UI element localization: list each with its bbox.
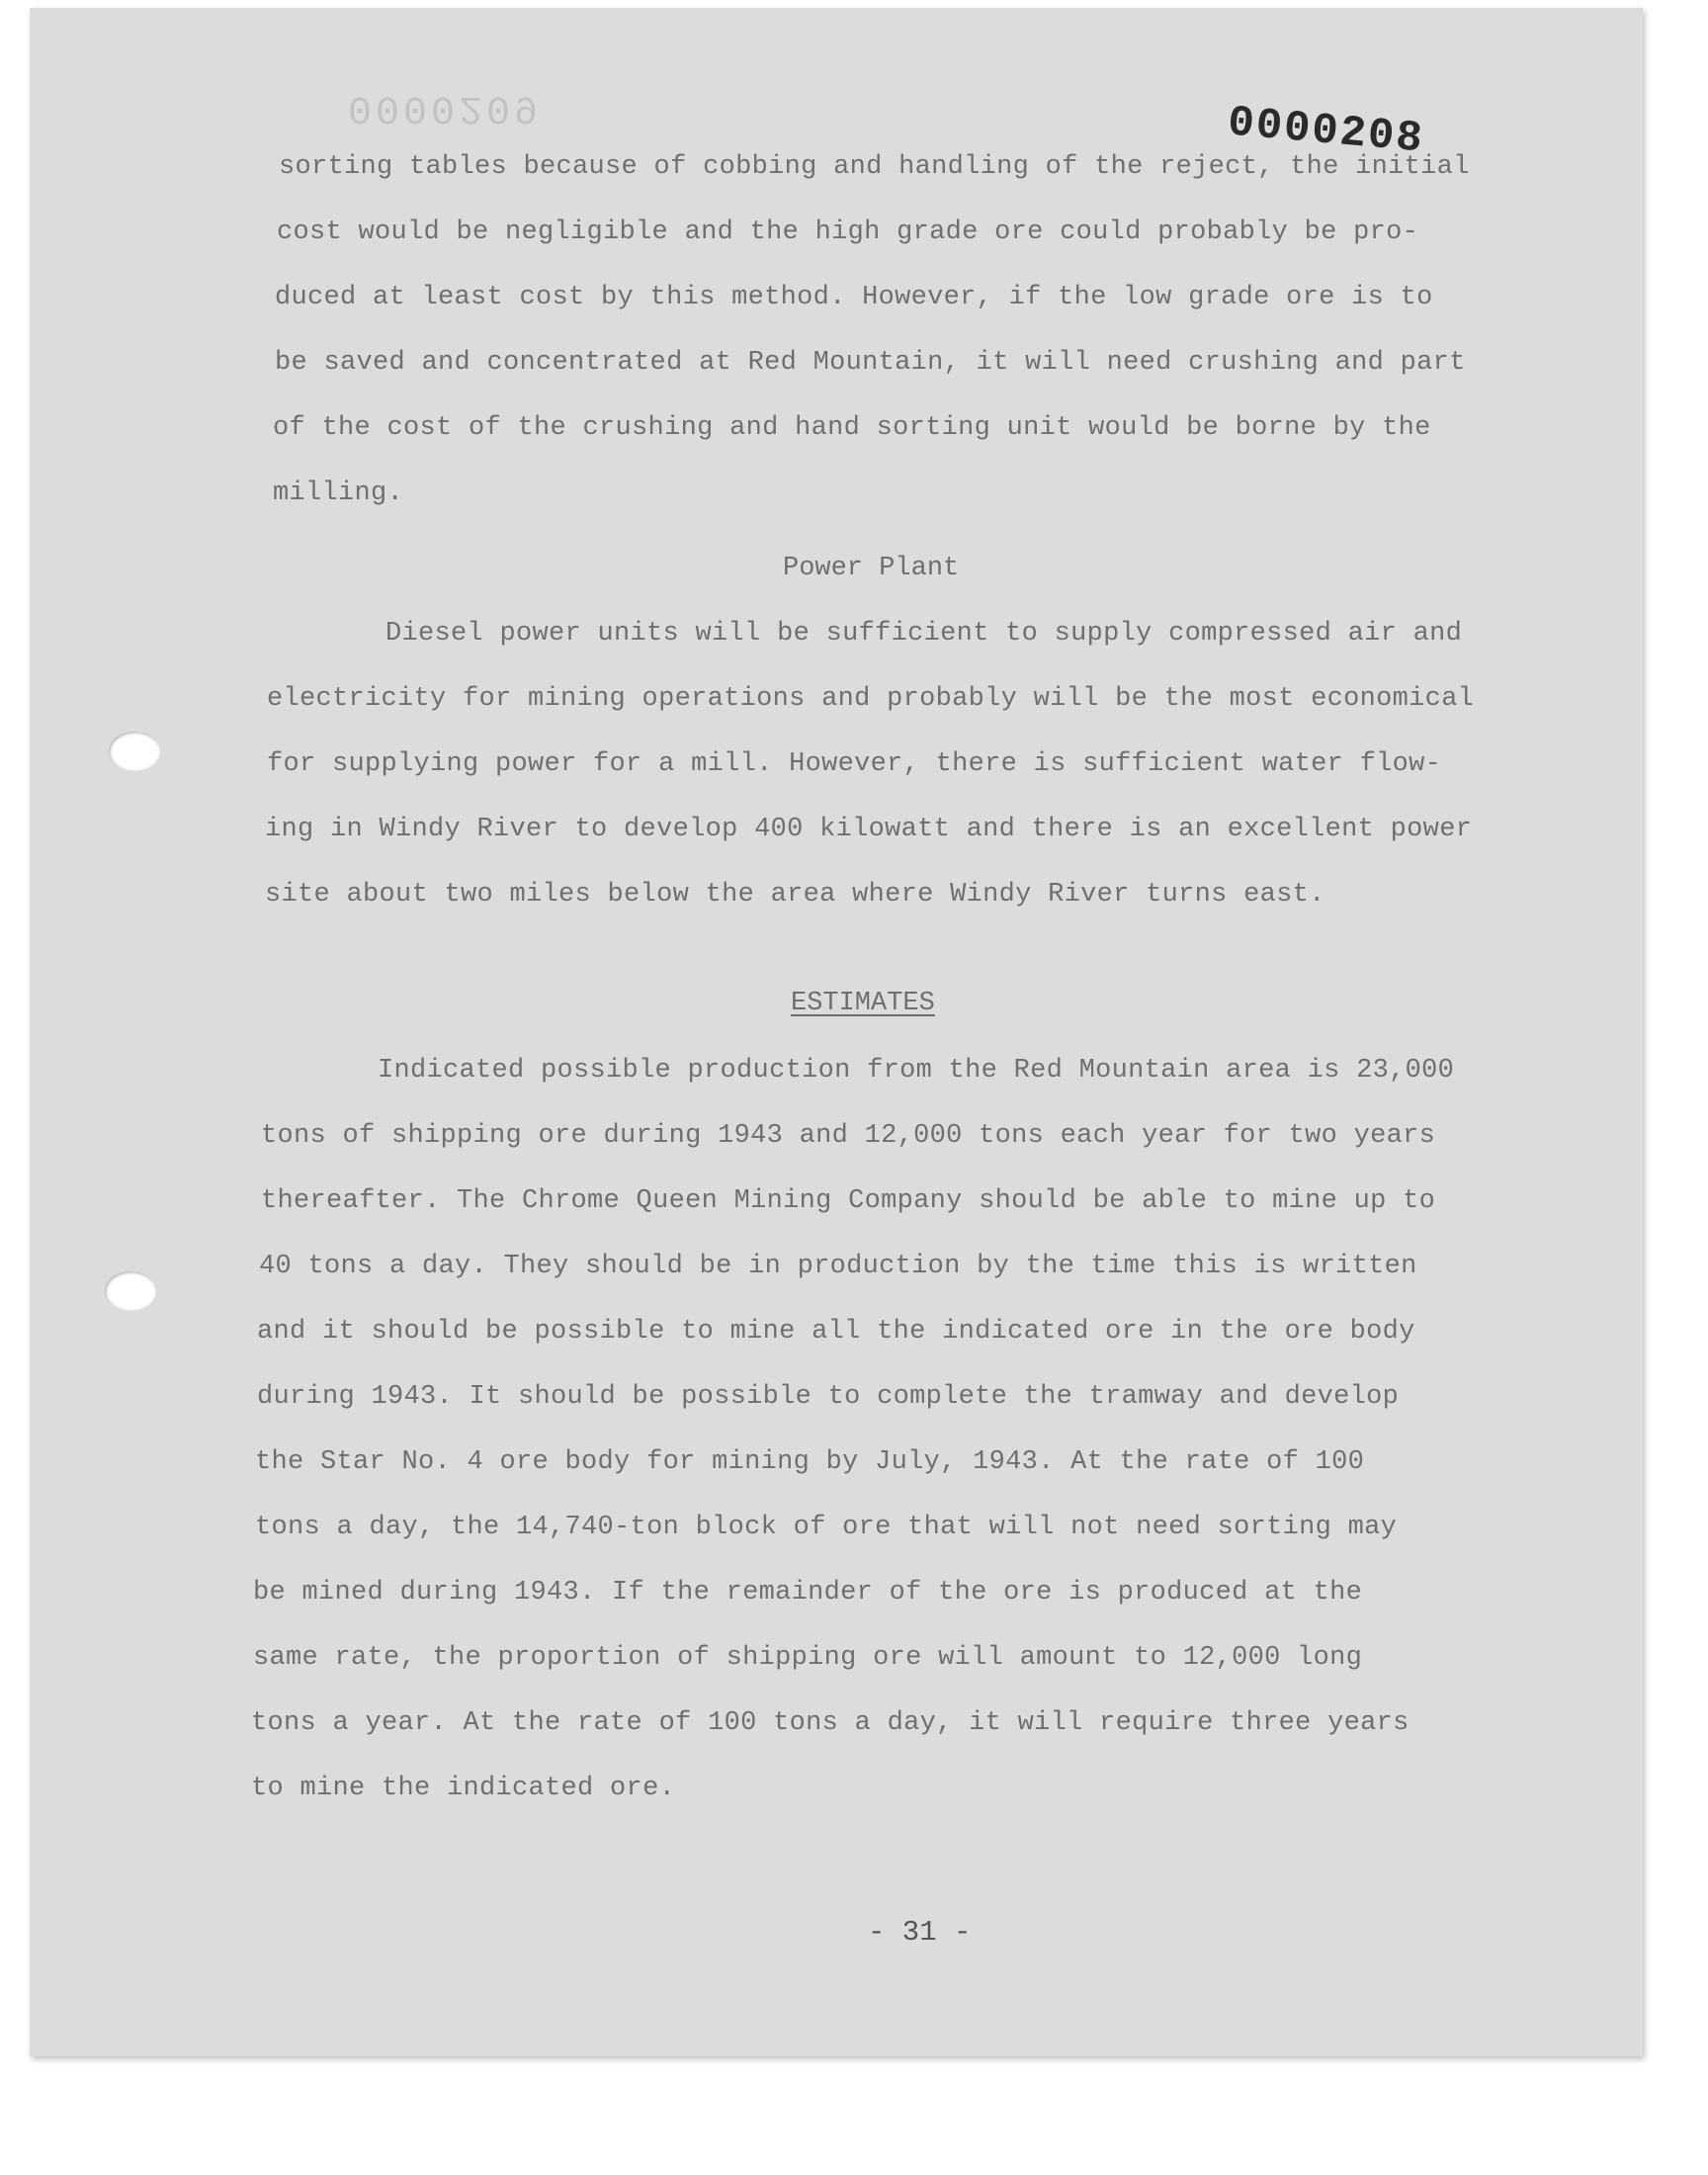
text-line: tons a day, the 14,740-ton block of ore that will not need sorting may [255,1513,1398,1542]
punch-hole-bottom [105,1271,156,1311]
text-line: thereafter. The Chrome Queen Mining Company should be able to mine up to [261,1186,1436,1216]
text-line: 40 tons a day. They should be in production by the time this is written [259,1252,1417,1281]
text-line: and it should be possible to mine all the indicated ore in the ore body [257,1317,1415,1347]
text-line: same rate, the proportion of shipping ore will amount to 12,000 long [253,1643,1363,1673]
text-line: during 1943. It should be possible to complete the tramway and develop [257,1382,1400,1412]
text-line: tons of shipping ore during 1943 and 12,000 tons each year for two years [261,1121,1436,1151]
text-line: to mine the indicated ore. [251,1774,676,1803]
text-line: sorting tables because of cobbing and handling of the reject, the initial [279,152,1470,182]
text-line: for supplying power for a mill. However, there is sufficient water flow- [267,749,1442,779]
text-line: of the cost of the crushing and hand sorting unit would be borne by the [273,413,1431,443]
bleed-through-number: 0000209 [348,85,543,130]
text-line: site about two miles below the area where Windy River turns east. [265,880,1325,910]
text-line: milling. [273,478,404,508]
text-line: Diesel power units will be sufficient to supply compressed air and [385,619,1463,649]
text-line: duced at least cost by this method. However, if the low grade ore is to [275,283,1433,312]
punch-hole-top [109,732,160,771]
page-number: - 31 - [868,1916,972,1949]
text-line: be saved and concentrated at Red Mountain, it will need crushing and part [275,348,1466,378]
document-page [30,8,1643,2056]
text-line: the Star No. 4 ore body for mining by July, 1943. At the rate of 100 [255,1447,1365,1477]
heading-estimates: ESTIMATES [791,989,935,1018]
heading-power-plant: Power Plant [783,554,960,583]
text-line: Indicated possible production from the Red Mountain area is 23,000 [378,1056,1455,1086]
text-line: tons a year. At the rate of 100 tons a day, it will require three years [251,1708,1409,1738]
text-line: be mined during 1943. If the remainder of the ore is produced at the [253,1578,1363,1608]
text-line: electricity for mining operations and probably will be the most economical [267,684,1475,714]
text-line: ing in Windy River to develop 400 kilowatt and there is an excellent power [265,815,1473,844]
document-stamp-number: 0000208 [1226,98,1426,165]
text-line: cost would be negligible and the high grade ore could probably be pro- [277,218,1419,247]
